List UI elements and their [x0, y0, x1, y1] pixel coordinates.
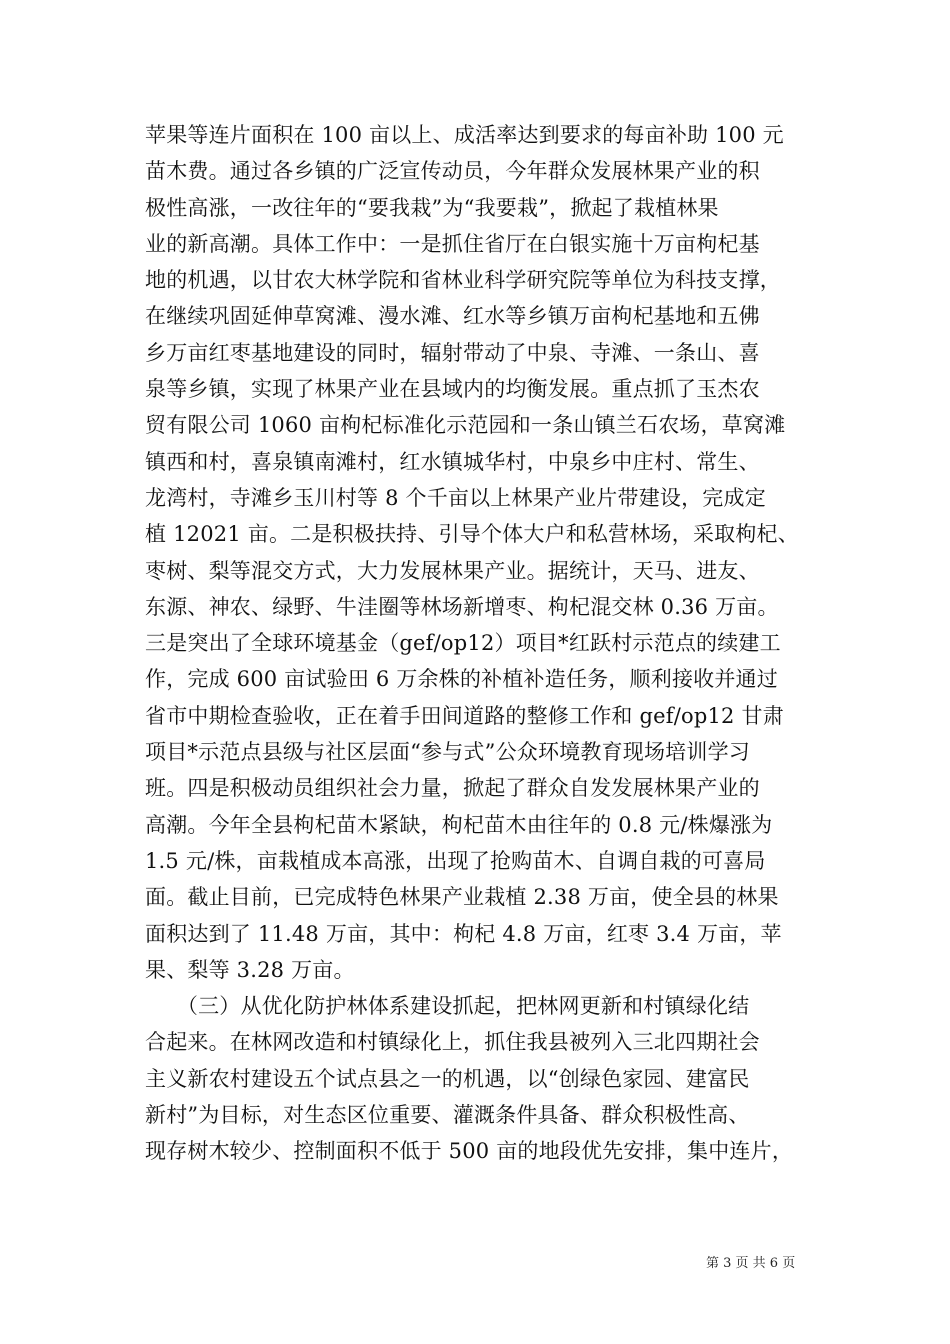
text-line: 乡万亩红枣基地建设的同时，辐射带动了中泉、寺滩、一条山、喜: [145, 340, 760, 365]
text-line: 贸有限公司 1060 亩枸杞标准化示范园和一条山镇兰石农场，草窝滩: [145, 413, 786, 438]
text-line: 枣树、梨等混交方式，大力发展林果产业。据统计，天马、进友、: [145, 558, 760, 583]
text-line: 现存树木较少、控制面积不低于 500 亩的地段优先安排，集中连片，: [145, 1139, 794, 1164]
body-text: [145, 117, 810, 1170]
text-line: 项目*示范点县级与社区层面“参与式”公众环境教育现场培训学习: [145, 740, 750, 765]
text-line: 地的机遇，以甘农大林学院和省林业科学研究院等单位为科技支撑，: [145, 268, 781, 293]
page-number-footer: 第 3 页 共 6 页: [706, 1256, 796, 1271]
text-line: 苹果等连片面积在 100 亩以上、成活率达到要求的每亩补助 100 元: [145, 123, 784, 147]
text-line: 新村”为目标，对生态区位重要、灌溉条件具备、群众积极性高、: [145, 1103, 750, 1128]
text-line: 泉等乡镇，实现了林果产业在县域内的均衡发展。重点抓了玉杰农: [145, 377, 760, 402]
text-line: 果、梨等 3.28 万亩。: [145, 957, 355, 982]
text-line: 作，完成 600 亩试验田 6 万余株的补植补造任务，顺利接收并通过: [145, 667, 778, 692]
text-line: 业的新高潮。具体工作中：一是抓住省厅在白银实施十万亩枸杞基: [145, 231, 760, 256]
text-line: 镇西和村，喜泉镇南滩村，红水镇城华村，中泉乡中庄村、常生、: [145, 449, 760, 474]
text-line: 三是突出了全球环境基金（gef/op12）项目*红跃村示范点的续建工: [145, 631, 781, 656]
text-line: 合起来。在林网改造和村镇绿化上，抓住我县被列入三北四期社会: [145, 1030, 760, 1055]
text-line: 极性高涨，一改往年的“要我栽”为“我要栽”，掀起了栽植林果: [145, 195, 719, 220]
text-line: 主义新农村建设五个试点县之一的机遇，以“创绿色家园、建富民: [145, 1066, 750, 1091]
text-line: 面积达到了 11.48 万亩，其中：枸杞 4.8 万亩，红枣 3.4 万亩，苹: [145, 921, 782, 946]
text-line: 植 12021 亩。二是积极扶持、引导个体大户和私营林场，采取枸杞、: [145, 522, 799, 547]
section-heading-line: （三）从优化防护林体系建设抓起，把林网更新和村镇绿化结: [145, 994, 750, 1019]
text-line: 面。截止目前，已完成特色林果产业栽植 2.38 万亩，使全县的林果: [145, 885, 779, 910]
text-line: 苗木费。通过各乡镇的广泛宣传动员，今年群众发展林果产业的积: [145, 159, 760, 184]
text-line: 班。四是积极动员组织社会力量，掀起了群众自发发展林果产业的: [145, 776, 760, 801]
text-line: 龙湾村，寺滩乡玉川村等 8 个千亩以上林果产业片带建设，完成定: [145, 485, 766, 510]
text-line: 在继续巩固延伸草窝滩、漫水滩、红水等乡镇万亩枸杞基地和五佛: [145, 304, 760, 329]
text-line: 1.5 元/株，亩栽植成本高涨，出现了抢购苗木、自调自栽的可喜局: [145, 848, 766, 873]
text-line: 省市中期检查验收，正在着手田间道路的整修工作和 gef/op12 甘肃: [145, 703, 784, 728]
text-line: 高潮。今年全县枸杞苗木紧缺，枸杞苗木由往年的 0.8 元/株爆涨为: [145, 812, 773, 837]
text-line: 东源、神农、绿野、牛洼圈等林场新增枣、枸杞混交林 0.36 万亩。: [145, 594, 779, 619]
